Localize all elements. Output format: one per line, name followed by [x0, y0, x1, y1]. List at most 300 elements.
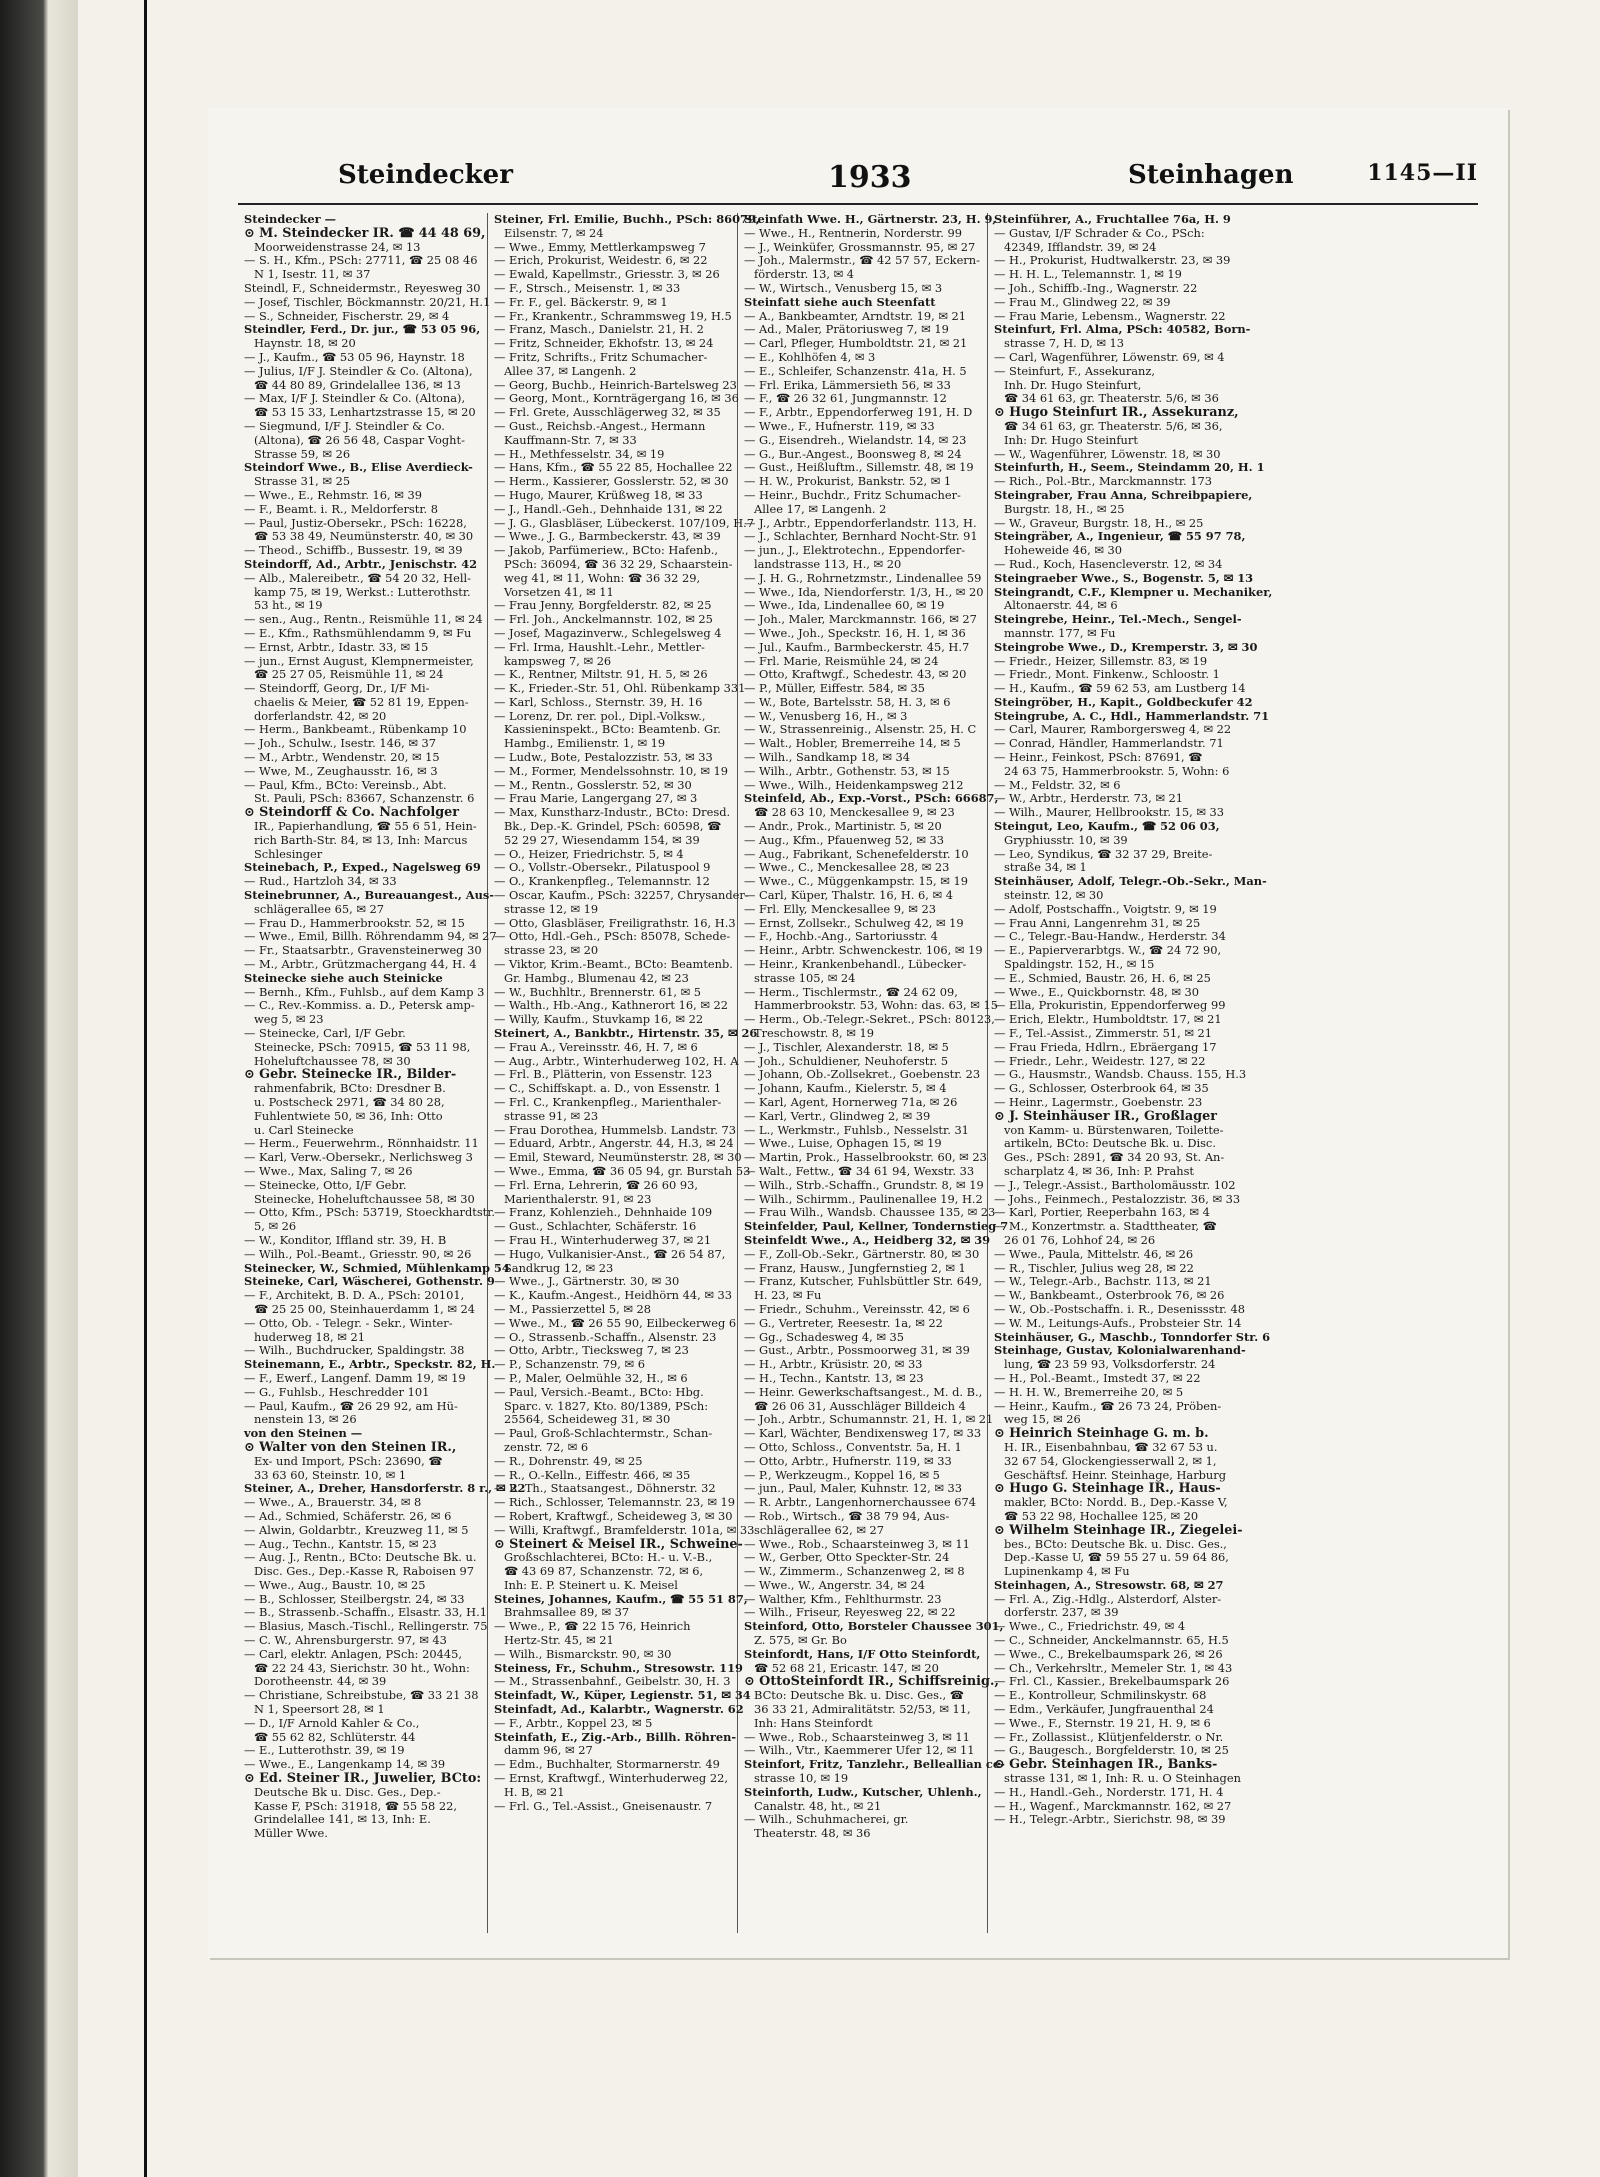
- directory-entry: ⊙ Heinrich Steinhage G. m. b.: [994, 1426, 1209, 1442]
- directory-entry: — Aug. J., Rentn., BCto: Deutsche Bk. u.: [244, 1550, 477, 1565]
- directory-entry: — Gust., Schlachter, Schäferstr. 16: [494, 1219, 697, 1234]
- directory-entry: Steinecke, PSch: 70915, ☎ 53 11 98,: [254, 1039, 471, 1054]
- directory-entry: — Josef, Magazinverw., Schlegelsweg 4: [494, 625, 722, 640]
- directory-entry: — W., Wagenführer, Löwenstr. 18, ✉ 30: [994, 446, 1221, 461]
- directory-entry: — Wilh., Bismarckstr. 90, ✉ 30: [494, 1646, 672, 1661]
- directory-entry: — Friedr., Lehr., Weidestr. 127, ✉ 22: [994, 1053, 1206, 1068]
- directory-entry: — F., Architekt, B. D. A., PSch: 20101,: [244, 1288, 465, 1303]
- directory-entry: — Herm., Tischlermstr., ☎ 24 62 09,: [744, 984, 958, 999]
- directory-entry: — W., Bankbeamt., Osterbrook 76, ✉ 26: [994, 1288, 1225, 1303]
- directory-entry: Treschowstr. 8, ✉ 19: [754, 1026, 874, 1041]
- directory-entry: — W., Telegr.-Arb., Bachstr. 113, ✉ 21: [994, 1274, 1212, 1289]
- directory-entry: Burgstr. 18, H., ✉ 25: [1004, 501, 1125, 516]
- directory-entry: ☎ 25 25 00, Steinhauerdamm 1, ✉ 24: [254, 1301, 475, 1316]
- directory-entry: — Frau D., Hammerbrookstr. 52, ✉ 15: [244, 915, 465, 930]
- column-3: [738, 212, 1009, 1933]
- directory-entry: — J. H. G., Rohrnetzmstr., Lindenallee 59: [744, 570, 982, 585]
- directory-entry: — R. Th., Staatsangest., Döhnerstr. 32: [494, 1481, 716, 1496]
- directory-entry: — Gustav, I/F Schrader & Co., PSch:: [994, 225, 1205, 240]
- directory-entry: dorferlandstr. 42, ✉ 20: [254, 708, 387, 723]
- directory-entry: mannstr. 177, ✉ Fu: [1004, 625, 1116, 640]
- directory-entry: — Karl, Agent, Hornerweg 71a, ✉ 26: [744, 1095, 958, 1109]
- directory-entry: — O., Heizer, Friedrichstr. 5, ✉ 4: [494, 846, 684, 861]
- directory-entry: Steinfeldt Wwe., A., Heidberg 32, ✉ 39: [744, 1232, 991, 1247]
- directory-entry: — Wwe., Emil, Billh. Röhrendamm 94, ✉ 27: [244, 929, 497, 944]
- directory-entry: — F., Arbtr., Koppel 23, ✉ 5: [494, 1715, 653, 1730]
- directory-entry: — Otto, Kfm., PSch: 53719, Stoeckhardtstr.: [244, 1205, 496, 1220]
- directory-entry: Ges., PSch: 2891, ☎ 34 20 93, St. An-: [1004, 1150, 1225, 1165]
- directory-entry: — Leo, Syndikus, ☎ 32 37 29, Breite-: [994, 846, 1213, 861]
- directory-entry: — J., Kaufm., ☎ 53 05 96, Haynstr. 18: [244, 349, 465, 364]
- directory-entry: — W., Graveur, Burgstr. 18, H., ✉ 25: [994, 515, 1204, 530]
- directory-entry: — Aug., Arbtr., Winterhuderweg 102, H. A: [494, 1053, 739, 1068]
- directory-entry: Steingröber, H., Kapit., Goldbeckufer 42: [994, 694, 1253, 709]
- directory-entry: ⊙ Steinert & Meisel IR., Schweine-: [494, 1536, 743, 1552]
- directory-entry: — W. M., Leitungs-Aufs., Probsteier Str. 14: [994, 1315, 1242, 1330]
- directory-entry: — Wwe., C., Menckesallee 28, ✉ 23: [744, 860, 950, 875]
- directory-entry: — W., Zimmerm., Schanzenweg 2, ✉ 8: [744, 1564, 965, 1579]
- directory-entry: Steines, Johannes, Kaufm., ☎ 55 51 87,: [494, 1591, 748, 1606]
- directory-entry: schlägerallee 62, ✉ 27: [754, 1522, 885, 1537]
- directory-entry: — Friedr., Heizer, Sillemstr. 83, ✉ 19: [994, 653, 1208, 668]
- directory-entry: — K., Rentner, Miltstr. 91, H. 5, ✉ 26: [494, 667, 708, 682]
- directory-entry: — Wwe., Luise, Ophagen 15, ✉ 19: [744, 1136, 942, 1151]
- book-binding-left: [0, 0, 78, 2177]
- directory-entry: — W., Venusberg 16, H., ✉ 3: [744, 708, 908, 723]
- directory-entry: — F., Zoll-Ob.-Sekr., Gärtnerstr. 80, ✉ 30: [744, 1246, 980, 1261]
- directory-entry: — J., Weinküfer, Grossmannstr. 95, ✉ 27: [744, 239, 976, 254]
- directory-entry: — Wwe., Ida, Niendorferstr. 1/3, H., ✉ 20: [744, 584, 984, 599]
- directory-entry: — Wwe., E., Rehmstr. 16, ✉ 39: [244, 487, 422, 502]
- directory-entry: Hambg., Emilienstr. 1, ✉ 19: [504, 736, 666, 751]
- directory-entry: — Wwe., Joh., Speckstr. 16, H. 1, ✉ 36: [744, 625, 966, 640]
- directory-entry: — D., I/F Arnold Kahler & Co.,: [244, 1715, 420, 1730]
- directory-entry: damm 96, ✉ 27: [504, 1743, 593, 1758]
- scan-background: [78, 0, 1600, 2177]
- directory-entry: — H. H. L., Telemannstr. 1, ✉ 19: [994, 267, 1182, 282]
- directory-entry: — Gust., Arbtr., Possmoorweg 31, ✉ 39: [744, 1343, 970, 1358]
- directory-entry: — R., O.-Kelln., Eiffestr. 466, ✉ 35: [494, 1467, 691, 1482]
- directory-entry: — M., Arbtr., Wendenstr. 20, ✉ 15: [244, 750, 440, 765]
- directory-entry: — Edm., Verkäufer, Jungfrauenthal 24: [994, 1702, 1214, 1717]
- directory-entry: Steingut, Leo, Kaufm., ☎ 52 06 03,: [994, 819, 1220, 834]
- directory-entry: — Karl, Schloss., Sternstr. 39, H. 16: [494, 694, 703, 709]
- directory-entry: — L., Werkmstr., Fuhlsb., Nesselstr. 31: [744, 1122, 969, 1137]
- directory-entry: BCto: Deutsche Bk. u. Disc. Ges., ☎: [754, 1688, 964, 1703]
- directory-entry: — Julius, I/F J. Steindler & Co. (Altona),: [244, 363, 473, 378]
- directory-entry: Steinfadt, W., Küper, Legienstr. 51, ✉ 34: [494, 1688, 751, 1703]
- directory-entry: PSch: 36094, ☎ 36 32 29, Schaarstein-: [504, 556, 733, 571]
- directory-entry: — B., Strassenb.-Schaffn., Elsastr. 33, H.1: [244, 1605, 487, 1620]
- directory-entry: — Wilh., Vtr., Kaemmerer Ufer 12, ✉ 11: [744, 1743, 975, 1758]
- directory-entry: — Frl. G., Tel.-Assist., Gneisenaustr. 7: [494, 1798, 713, 1813]
- directory-entry: 32 67 54, Glockengiesserwall 2, ✉ 1,: [1004, 1453, 1217, 1468]
- directory-entry: Eilsenstr. 7, ✉ 24: [504, 225, 604, 240]
- directory-entry: Sparc. v. 1827, Kto. 80/1389, PSch:: [504, 1398, 709, 1413]
- directory-entry: — Frau A., Vereinsstr. 46, H. 7, ✉ 6: [494, 1039, 698, 1054]
- directory-entry: N 1, Speersort 28, ✉ 1: [254, 1702, 385, 1717]
- directory-entry: — R., Tischler, Julius weg 28, ✉ 22: [994, 1260, 1194, 1275]
- directory-entry: — H. W., Prokurist, Bankstr. 52, ✉ 1: [744, 474, 952, 489]
- directory-entry: — M., Former, Mendelssohnstr. 10, ✉ 19: [494, 763, 728, 778]
- directory-entry: makler, BCto: Nordd. B., Dep.-Kasse V,: [1004, 1495, 1228, 1510]
- directory-entry: Steinfath, E., Zig.-Arb., Billh. Röhren-: [494, 1729, 737, 1744]
- directory-entry: — Wwe., Ida, Lindenallee 60, ✉ 19: [744, 598, 945, 613]
- directory-entry: — Jul., Kaufm., Barmbeckerstr. 45, H.7: [744, 639, 970, 654]
- directory-entry: — J., Schlachter, Bernhard Nocht-Str. 91: [744, 529, 978, 544]
- directory-entry: Inh: Dr. Hugo Steinfurt: [1004, 432, 1138, 447]
- directory-entry: Grindelallee 141, ✉ 13, Inh: E.: [254, 1812, 431, 1827]
- directory-entry: — Erich, Elektr., Humboldtstr. 17, ✉ 21: [994, 1012, 1222, 1027]
- directory-entry: — O., Krankenpfleg., Telemannstr. 12: [494, 874, 710, 889]
- directory-entry: Geschäftsf. Heinr. Steinhage, Harburg: [1004, 1467, 1227, 1482]
- directory-entry: Vorsetzen 41, ✉ 11: [504, 584, 614, 599]
- directory-entry: Steingrebe, Heinr., Tel.-Mech., Sengel-: [994, 612, 1242, 627]
- directory-entry: — Frau Jenny, Borgfelderstr. 82, ✉ 25: [494, 598, 712, 613]
- directory-entry: — Wwe., H., Rentnerin, Norderstr. 99: [744, 225, 962, 240]
- directory-entry: Lupinenkamp 4, ✉ Fu: [1004, 1564, 1130, 1579]
- directory-entry: — P., Maler, Oelmühle 32, H., ✉ 6: [494, 1370, 688, 1385]
- directory-entry: chaelis & Meier, ☎ 52 81 19, Eppen-: [254, 694, 469, 709]
- directory-entry: Steingrobe Wwe., D., Kremperstr. 3, ✉ 30: [994, 639, 1258, 654]
- directory-entry: — E., Papierverarbtgs. W., ☎ 24 72 90,: [994, 943, 1222, 958]
- directory-entry: Steingräber, A., Ingenieur, ☎ 55 97 78,: [994, 529, 1246, 544]
- directory-entry: — W., Buchhltr., Brennerstr. 61, ✉ 5: [494, 984, 702, 999]
- directory-entry: — Viktor, Krim.-Beamt., BCto: Beamtenb.: [494, 957, 733, 972]
- directory-entry: — Wwe., Emmy, Mettlerkampsweg 7: [494, 239, 706, 254]
- directory-entry: — Ernst, Arbtr., Idastr. 33, ✉ 15: [244, 639, 429, 654]
- directory-entry: Altonaerstr. 44, ✉ 6: [1004, 598, 1118, 613]
- directory-entry: ⊙ Gebr. Steinhagen IR., Banks-: [994, 1757, 1218, 1773]
- directory-entry: — Wilh., Schirmm., Paulinenallee 19, H.2: [744, 1191, 983, 1206]
- directory-entry: — O., Strassenb.-Schaffn., Alsenstr. 23: [494, 1329, 717, 1344]
- directory-entry: 53 ht., ✉ 19: [254, 598, 323, 613]
- directory-entry: Steinecke, Hoheluftchaussee 58, ✉ 30: [254, 1191, 475, 1206]
- directory-entry: — Paul, Kaufm., ☎ 26 29 92, am Hü-: [244, 1398, 458, 1413]
- directory-entry: — J., Arbtr., Eppendorferlandstr. 113, H.: [744, 515, 977, 530]
- directory-entry: — Joh., Schulw., Isestr. 146, ✉ 37: [244, 736, 436, 751]
- directory-entry: landstrasse 113, H., ✉ 20: [754, 556, 902, 571]
- directory-entry: — Otto, Arbtr., Hufnerstr. 119, ✉ 33: [744, 1453, 952, 1468]
- directory-entry: huderweg 18, ✉ 21: [254, 1329, 365, 1344]
- header-year: 1933: [828, 160, 912, 195]
- directory-entry: — Heinr., Lagermstr., Goebenstr. 23: [994, 1095, 1203, 1109]
- directory-entry: Disc. Ges., Dep.-Kasse R, Raboisen 97: [254, 1564, 475, 1579]
- directory-entry: — Aug., Techn., Kantstr. 15, ✉ 23: [244, 1536, 437, 1551]
- directory-entry: — J., Tischler, Alexanderstr. 18, ✉ 5: [744, 1039, 949, 1054]
- directory-entry: Steindler, Ferd., Dr. jur., ☎ 53 05 96,: [244, 322, 481, 337]
- directory-entry: Steinert, A., Bankbtr., Hirtenstr. 35, ✉ 26: [494, 1026, 758, 1041]
- directory-entry: — Frl. B., Plätterin, von Essenstr. 123: [494, 1067, 713, 1082]
- directory-entry: — Wwe., F., Sternstr. 19 21, H. 9, ✉ 6: [994, 1715, 1211, 1730]
- directory-entry: — Wwe., Paula, Mittelstr. 46, ✉ 26: [994, 1246, 1194, 1261]
- directory-entry: Müller Wwe.: [254, 1826, 328, 1841]
- directory-entry: 24 63 75, Hammerbrookstr. 5, Wohn: 6: [1004, 763, 1230, 778]
- directory-entry: ⊙ J. Steinhäuser IR., Großlager: [994, 1108, 1217, 1124]
- directory-entry: — Herm., Feuerwehrm., Rönnhaidstr. 11: [244, 1136, 479, 1151]
- directory-entry: Kassieninspekt., BCto: Beamtenb. Gr.: [504, 722, 721, 737]
- directory-entry: weg 5, ✉ 23: [254, 1012, 324, 1027]
- directory-entry: — Wwe., E., Quickbornstr. 48, ✉ 30: [994, 984, 1200, 999]
- directory-entry: — Otto, Glasbläser, Freiligrathstr. 16, H.3: [494, 915, 736, 930]
- directory-entry: weg 15, ✉ 26: [1004, 1412, 1081, 1427]
- directory-entry: — H., Pol.-Beamt., Imstedt 37, ✉ 22: [994, 1370, 1201, 1385]
- directory-entry: — Theod., Schiffb., Bussestr. 19, ✉ 39: [244, 543, 463, 558]
- directory-entry: — M., Passierzettel 5, ✉ 28: [494, 1301, 652, 1316]
- directory-entry: Kauffmann-Str. 7, ✉ 33: [504, 432, 637, 447]
- directory-entry: Marienthalerstr. 91, ✉ 23: [504, 1191, 652, 1206]
- directory-entry: — Ad., Maler, Prätoriusweg 7, ✉ 19: [744, 322, 949, 337]
- directory-entry: — R., Dohrenstr. 49, ✉ 25: [494, 1453, 643, 1468]
- directory-entry: Hammerbrookstr. 53, Wohn: das. 63, ✉ 15: [754, 998, 998, 1013]
- directory-entry: Spaldingstr. 152, H., ✉ 15: [1004, 957, 1155, 972]
- directory-entry: Steindecker —: [244, 212, 336, 226]
- directory-entry: Allee 37, ✉ Langenh. 2: [504, 363, 637, 378]
- directory-entry: — G., Eisendreh., Wielandstr. 14, ✉ 23: [744, 432, 967, 447]
- directory-entry: Ex- und Import, PSch: 23690, ☎: [254, 1453, 443, 1468]
- directory-entry: — Wwe., A., Brauerstr. 34, ✉ 8: [244, 1495, 422, 1510]
- directory-entry: ☎ 25 27 05, Reismühle 11, ✉ 24: [254, 667, 444, 682]
- directory-entry: — Herm., Ob.-Telegr.-Sekret., PSch: 80123,: [744, 1012, 995, 1027]
- directory-entry: — K., Kaufm.-Angest., Heidhörn 44, ✉ 33: [494, 1288, 732, 1303]
- directory-entry: — Siegmund, I/F J. Steindler & Co.: [244, 418, 445, 433]
- directory-entry: — Wwe., Rob., Schaarsteinweg 3, ✉ 11: [744, 1536, 970, 1551]
- directory-entry: ⊙ Ed. Steiner IR., Juwelier, BCto:: [244, 1771, 482, 1787]
- directory-entry: — Joh., Arbtr., Schumannstr. 21, H. 1, ✉ 21: [744, 1412, 994, 1427]
- directory-entry: Moorweidenstrasse 24, ✉ 13: [254, 239, 421, 254]
- directory-entry: — Rob., Wirtsch., ☎ 38 79 94, Aus-: [744, 1508, 950, 1523]
- directory-entry: — Wwe, M., Zeughausstr. 16, ✉ 3: [244, 763, 438, 778]
- directory-entry: — H., Arbtr., Krüsistr. 20, ✉ 33: [744, 1357, 923, 1372]
- directory-entry: — G., Bur.-Angest., Boonsweg 8, ✉ 24: [744, 446, 962, 461]
- directory-entry: — P., Schanzenstr. 79, ✉ 6: [494, 1357, 645, 1372]
- directory-entry: — Wwe., M., ☎ 26 55 90, Eilbeckerweg 6: [494, 1315, 737, 1330]
- directory-entry: — G., Fuhlsb., Heschredder 101: [244, 1384, 430, 1399]
- directory-entry: — Alwin, Goldarbtr., Kreuzweg 11, ✉ 5: [244, 1522, 469, 1537]
- directory-entry: — Otto, Kraftwgf., Schedestr. 43, ✉ 20: [744, 667, 967, 682]
- directory-entry: — Steinecke, Carl, I/F Gebr.: [244, 1026, 406, 1041]
- directory-entry: — Frau Wilh., Wandsb. Chaussee 135, ✉ 23: [744, 1205, 996, 1220]
- directory-entry: — Karl, Wächter, Bendixensweg 17, ✉ 33: [744, 1426, 982, 1441]
- directory-entry: H. 23, ✉ Fu: [754, 1288, 822, 1303]
- directory-entry: — Karl, Portier, Reeperbahn 163, ✉ 4: [994, 1205, 1210, 1220]
- directory-entry: strasse 91, ✉ 23: [504, 1108, 599, 1123]
- directory-entry: Steinhagen, A., Stresowstr. 68, ✉ 27: [994, 1577, 1224, 1592]
- directory-entry: Steinecke siehe auch Steinicke: [244, 970, 443, 985]
- directory-entry: — Friedr., Schuhm., Vereinsstr. 42, ✉ 6: [744, 1301, 970, 1316]
- directory-entry: — Friedr., Mont. Finkenw., Schloostr. 1: [994, 667, 1220, 682]
- directory-entry: strasse 105, ✉ 24: [754, 970, 856, 985]
- directory-entry: — Frau Marie, Langergang 27, ✉ 3: [494, 791, 698, 806]
- directory-entry: ☎ 43 69 87, Schanzenstr. 72, ✉ 6,: [504, 1564, 704, 1579]
- directory-entry: H. IR., Eisenbahnbau, ☎ 32 67 53 u.: [1004, 1439, 1218, 1454]
- directory-entry: kampsweg 7, ✉ 26: [504, 653, 612, 668]
- directory-entry: Steinhage, Gustav, Kolonialwarenhand-: [994, 1343, 1246, 1358]
- directory-entry: — P., Werkzeugm., Koppel 16, ✉ 5: [744, 1467, 940, 1482]
- running-head: [238, 160, 1478, 200]
- directory-entry: — F., Ewerf., Langenf. Damm 19, ✉ 19: [244, 1370, 466, 1385]
- directory-entry: — Frau Dorothea, Hummelsb. Landstr. 73: [494, 1122, 737, 1137]
- directory-entry: Steinecker, W., Schmied, Mühlenkamp 54: [244, 1260, 510, 1275]
- directory-entry: Steinfort, Fritz, Tanzlehr., Belleallian ce-: [744, 1757, 1005, 1772]
- header-rule: [238, 203, 1478, 205]
- directory-entry: 5, ✉ 26: [254, 1219, 297, 1234]
- directory-entry: — Carl, elektr. Anlagen, PSch: 20445,: [244, 1646, 462, 1661]
- directory-entry: — E., Schmied, Baustr. 26, H. 6, ✉ 25: [994, 970, 1211, 985]
- directory-entry: — Oscar, Kaufm., PSch: 32257, Chrysander-: [494, 888, 749, 903]
- directory-entry: rahmenfabrik, BCto: Dresdner B.: [254, 1081, 446, 1096]
- directory-entry: — Hugo, Vulkanisier-Anst., ☎ 26 54 87,: [494, 1246, 726, 1261]
- directory-entry: Gr. Hambg., Blumenau 42, ✉ 23: [504, 970, 689, 985]
- directory-entry: — Franz, Hausw., Jungfernstieg 2, ✉ 1: [744, 1260, 966, 1275]
- directory-entry: — H., Handl.-Geh., Norderstr. 171, H. 4: [994, 1784, 1224, 1799]
- directory-entry: — Ch., Verkehrsltr., Memeler Str. 1, ✉ 43: [994, 1660, 1233, 1675]
- directory-entry: — Willi, Kraftwgf., Bramfelderstr. 101a, ✉ 33: [494, 1522, 755, 1537]
- directory-entry: Dep.-Kasse U, ☎ 59 55 27 u. 59 64 86,: [1004, 1550, 1229, 1565]
- directory-entry: — Ad., Schmied, Schäferstr. 26, ✉ 6: [244, 1508, 452, 1523]
- directory-entry: — Carl, Maurer, Ramborgersweg 4, ✉ 22: [994, 722, 1232, 737]
- directory-entry: Steingraber, Frau Anna, Schreibpapiere,: [994, 487, 1253, 502]
- gutter-line: [144, 0, 147, 2177]
- directory-entry: — Otto, Ob. - Telegr. - Sekr., Winter-: [244, 1315, 453, 1330]
- directory-entry: Steiner, Frl. Emilie, Buchh., PSch: 86079,: [494, 212, 760, 226]
- directory-entry: — Carl, Küper, Thalstr. 16, H. 6, ✉ 4: [744, 888, 953, 903]
- directory-entry: — F., Hochb.-Ang., Sartoriusstr. 4: [744, 929, 938, 944]
- directory-entry: — Frau Marie, Lebensm., Wagnerstr. 22: [994, 308, 1226, 323]
- directory-entry: — W., Ob.-Postschaffn. i. R., Desenissstr. 48: [994, 1301, 1245, 1316]
- directory-entry: H. B, ✉ 21: [504, 1784, 565, 1799]
- directory-entry: — E., Schleifer, Schanzenstr. 41a, H. 5: [744, 363, 967, 378]
- directory-entry: — H., Telegr.-Arbtr., Sierichstr. 98, ✉ 39: [994, 1812, 1226, 1827]
- directory-entry: Hoheluftchaussee 78, ✉ 30: [254, 1053, 411, 1068]
- directory-entry: — J. G., Glasbläser, Lübeckerst. 107/109, H.7: [494, 515, 755, 530]
- directory-entry: — Joh., Maler, Marckmannstr. 166, ✉ 27: [744, 612, 977, 627]
- directory-entry: — F., Strsch., Meisenstr. 1, ✉ 33: [494, 280, 681, 295]
- directory-columns: [238, 213, 1488, 1933]
- directory-entry: — Emil, Steward, Neumünsterstr. 28, ✉ 30: [494, 1150, 742, 1165]
- directory-entry: Steinhäuser, Adolf, Telegr.-Ob.-Sekr., Man-: [994, 874, 1267, 889]
- directory-entry: Inh: Hans Steinfordt: [754, 1715, 873, 1730]
- directory-entry: — Heinr. Gewerkschaftsangest., M. d. B.,: [744, 1384, 983, 1399]
- directory-entry: artikeln, BCto: Deutsche Bk. u. Disc.: [1004, 1136, 1216, 1151]
- directory-entry: — Ernst, Zollsekr., Schulweg 42, ✉ 19: [744, 915, 964, 930]
- directory-entry: — Wwe., J., Gärtnerstr. 30, ✉ 30: [494, 1274, 680, 1289]
- directory-entry: Steinebach, P., Exped., Nagelsweg 69: [244, 860, 481, 875]
- directory-entry: schlägerallee 65, ✉ 27: [254, 901, 385, 916]
- directory-entry: — Walth., Hb.-Ang., Kathnerort 16, ✉ 22: [494, 998, 728, 1013]
- header-right-keyword: Steinhagen: [1128, 160, 1294, 190]
- directory-entry: — Adolf, Postschaffn., Voigtstr. 9, ✉ 19: [994, 901, 1217, 916]
- directory-entry: — S. H., Kfm., PSch: 27711, ☎ 25 08 46: [244, 253, 478, 268]
- directory-entry: strasse 12, ✉ 19: [504, 901, 599, 916]
- directory-entry: Gryphiusstr. 10, ✉ 39: [1004, 832, 1128, 847]
- directory-entry: 42349, Ifflandstr. 39, ✉ 24: [1004, 239, 1157, 254]
- directory-entry: Steinfath Wwe. H., Gärtnerstr. 23, H. 9,: [744, 212, 997, 226]
- directory-entry: Inh: E. P. Steinert u. K. Meisel: [504, 1577, 678, 1592]
- directory-entry: — E., Kontrolleur, Schmilinskystr. 68: [994, 1688, 1207, 1703]
- directory-entry: — G., Schlosser, Osterbrook 64, ✉ 35: [994, 1081, 1209, 1096]
- directory-entry: — F., Arbtr., Eppendorferweg 191, H. D: [744, 405, 973, 420]
- directory-entry: — Erich, Prokurist, Weidestr. 6, ✉ 22: [494, 253, 708, 268]
- directory-entry: — K., Frieder.-Str. 51, Ohl. Rübenkamp 331: [494, 681, 746, 696]
- directory-entry: Steindorff, Ad., Arbtr., Jenischstr. 42: [244, 556, 478, 571]
- directory-entry: — Karl, Vertr., Glindweg 2, ✉ 39: [744, 1108, 931, 1123]
- column-4: [988, 212, 1273, 1933]
- directory-entry: — C., Schiffskapt. a. D., von Essenstr. 1: [494, 1081, 722, 1096]
- directory-entry: — Joh., Schiffb.-Ing., Wagnerstr. 22: [994, 280, 1198, 295]
- directory-entry: — Wilh., Maurer, Hellbrookstr. 15, ✉ 33: [994, 805, 1224, 820]
- directory-entry: — Fr., Zollassist., Klütjenfelderstr. o Nr.: [994, 1729, 1224, 1744]
- directory-entry: — P., Müller, Eiffestr. 584, ✉ 35: [744, 681, 925, 696]
- directory-entry: förderstr. 13, ✉ 4: [754, 267, 855, 282]
- directory-entry: — Frl. C., Krankenpfleg., Marienthaler-: [494, 1095, 722, 1109]
- directory-entry: — Blasius, Masch.-Tischl., Rellingerstr. 75: [244, 1619, 488, 1634]
- directory-entry: — H. H. W., Bremerreihe 20, ✉ 5: [994, 1384, 1184, 1399]
- directory-entry: Allee 17, ✉ Langenh. 2: [754, 501, 887, 516]
- directory-entry: Steinford, Otto, Borsteler Chaussee 301,: [744, 1619, 1004, 1634]
- directory-entry: — H., Techn., Kantstr. 13, ✉ 23: [744, 1370, 924, 1385]
- directory-entry: — Otto, Schloss., Conventstr. 5a, H. 1: [744, 1439, 962, 1454]
- directory-entry: — W., Wirtsch., Venusberg 15, ✉ 3: [744, 280, 943, 295]
- directory-entry: St. Pauli, PSch: 83667, Schanzenstr. 6: [254, 791, 475, 806]
- directory-entry: ☎ 26 06 31, Ausschläger Billdeich 4: [754, 1398, 966, 1413]
- directory-entry: Steinfurt, Frl. Alma, PSch: 40582, Born-: [994, 322, 1251, 337]
- directory-entry: — Wilh., Schuhmacherei, gr.: [744, 1812, 909, 1827]
- directory-entry: — Wilh., Friseur, Reyesweg 22, ✉ 22: [744, 1605, 956, 1620]
- directory-entry: — Frau M., Glindweg 22, ✉ 39: [994, 294, 1171, 309]
- directory-entry: — Frl. Marie, Reismühle 24, ✉ 24: [744, 653, 939, 668]
- directory-entry: — J., Telegr.-Assist., Bartholomäusstr. 102: [994, 1177, 1236, 1192]
- directory-entry: — Walt., Hobler, Bremerreihe 14, ✉ 5: [744, 736, 961, 751]
- directory-entry: — E., Lutterothstr. 39, ✉ 19: [244, 1743, 405, 1758]
- directory-entry: ⊙ M. Steindecker IR. ☎ 44 48 69,: [244, 225, 486, 241]
- directory-entry: Hoheweide 46, ✉ 30: [1004, 543, 1123, 558]
- directory-entry: — Ewald, Kapellmstr., Griesstr. 3, ✉ 26: [494, 267, 720, 282]
- directory-entry: Steinführer, A., Fruchtallee 76a, H. 9: [994, 212, 1231, 226]
- directory-entry: — Otto, Hdl.-Geh., PSch: 85078, Schede-: [494, 929, 731, 944]
- directory-entry: Steingraeber Wwe., S., Bogenstr. 5, ✉ 13: [994, 570, 1254, 585]
- directory-entry: — Georg, Mont., Kornträgergang 16, ✉ 36: [494, 391, 739, 406]
- directory-entry: — Fritz, Schneider, Ekhofstr. 13, ✉ 24: [494, 336, 714, 351]
- directory-entry: — Joh., Malermstr., ☎ 42 57 57, Eckern-: [744, 253, 980, 268]
- directory-entry: Z. 575, ✉ Gr. Bo: [754, 1633, 847, 1648]
- directory-entry: — Otto, Arbtr., Tiecksweg 7, ✉ 23: [494, 1343, 689, 1358]
- directory-entry: — Wilh., Pol.-Beamt., Griesstr. 90, ✉ 26: [244, 1246, 472, 1261]
- directory-entry: — H., Kaufm., ☎ 59 62 53, am Lustberg 14: [994, 681, 1246, 696]
- directory-entry: Steineke, Carl, Wäscherei, Gothenstr. 9: [244, 1274, 495, 1289]
- directory-entry: Steinfatt siehe auch Steenfatt: [744, 294, 936, 309]
- directory-entry: ☎ 34 61 63, gr. Theaterstr. 5/6, ✉ 36: [1004, 391, 1219, 406]
- directory-entry: — Steinecke, Otto, I/F Gebr.: [244, 1177, 407, 1192]
- directory-entry: — Wwe., Max, Saling 7, ✉ 26: [244, 1163, 413, 1178]
- directory-entry: — Carl, Pfleger, Humboldtstr. 21, ✉ 21: [744, 336, 968, 351]
- directory-entry: Bk., Dep.-K. Grindel, PSch: 60598, ☎: [504, 819, 722, 834]
- directory-entry: — Frl. Cl., Kassier., Brekelbaumspark 26: [994, 1674, 1230, 1689]
- directory-entry: Steinemann, E., Arbtr., Speckstr. 82, H.: [244, 1357, 496, 1372]
- directory-entry: — O., Vollstr.-Obersekr., Pilatuspool 9: [494, 860, 711, 875]
- directory-entry: — F., ☎ 26 32 61, Jungmannstr. 12: [744, 391, 947, 406]
- directory-entry: zenstr. 72, ✉ 6: [504, 1439, 589, 1454]
- directory-entry: — W., Bote, Bartelsstr. 58, H. 3, ✉ 6: [744, 694, 951, 709]
- column-1: [238, 212, 526, 1933]
- directory-entry: Hertz-Str. 45, ✉ 21: [504, 1633, 614, 1648]
- directory-entry: Fuhlentwiete 50, ✉ 36, Inh: Otto: [254, 1108, 443, 1123]
- directory-entry: strasse 10, ✉ 19: [754, 1771, 849, 1786]
- directory-entry: Steinfadt, Ad., Kalarbtr., Wagnerstr. 62: [494, 1702, 744, 1717]
- directory-entry: — Wwe., J. G., Barmbeckerstr. 43, ✉ 39: [494, 529, 721, 544]
- directory-entry: — jun., Paul, Maler, Kuhnstr. 12, ✉ 33: [744, 1481, 963, 1496]
- directory-entry: — Frl. Grete, Ausschlägerweg 32, ✉ 35: [494, 405, 721, 420]
